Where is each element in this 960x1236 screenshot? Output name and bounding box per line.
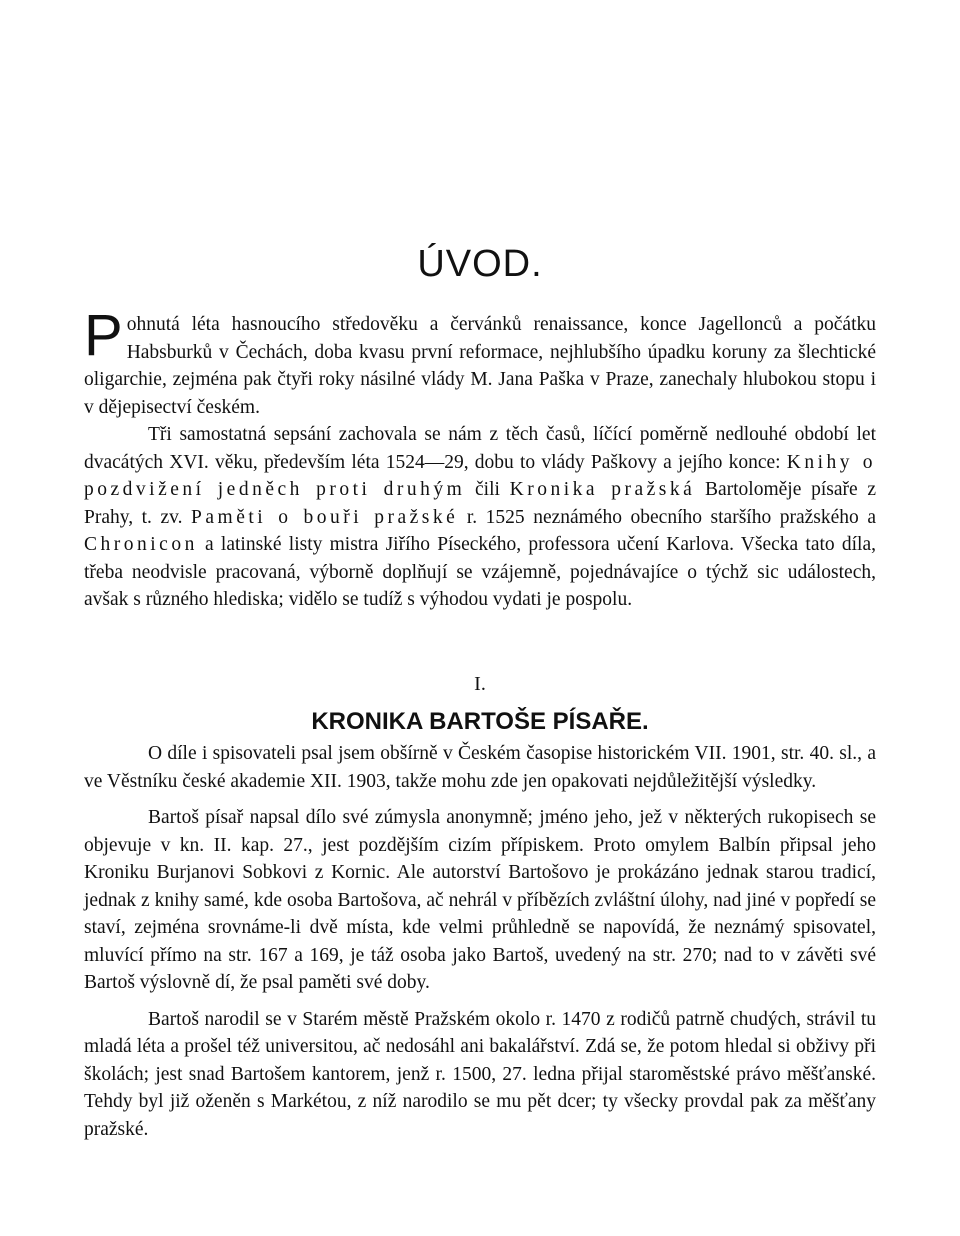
section-body <box>84 740 876 1143</box>
spaced-title-2: Kronika pražská <box>509 479 696 500</box>
spaced-title-3: Paměti o bouři pražské <box>191 506 459 528</box>
text-run: čili <box>465 479 510 500</box>
text-run: Tři samostatná sepsání zachovala se nám z těch časů, líčící poměrně nedlouhé období let dvacátých XVI. věku, především léta 1524—29, dobu to vlády Paškovy a jejího konce: <box>84 424 876 473</box>
intro-paragraph-2 <box>84 421 876 614</box>
section-paragraph-1: O díle i spisovateli psal jsem obšírně v Českém časopise historickém VII. 1901, str. 40. sl., a ve Věstníku české akademie XII. 1903, takže mohu zde jen opakovati nejdůležitější výsledky. <box>84 743 876 792</box>
section-title: KRONIKA BARTOŠE PÍSAŘE. <box>311 708 649 735</box>
section-paragraph-2: Bartoš písař napsal dílo své zúmysla anonymně; jméno jeho, jež v některých rukopisech se objevuje v kn. II. kap. 27., jest pozdějším cizím přípiskem. Proto omylem Balbín připsal jeho Kroniku Burjanovi Sobkovi z Kornic. Ale autorství Bartošovo je prokázáno jednak starou tradicí, jednak z knihy samé, kde osoba Bartošova, ač nehrál v příbězích zvláštní úlohy, nad jiné v popředí se staví, zejména srovnáme-li dvě místa, kde velmi průhledně se napovídá, že neznámý spisovatel, mluvící přímo na str. 167 a 169, je táž osoba jako Bartoš, uvedený na str. 270; nad to v závěti své Bartoš výslovně dí, že psal paměti své doby. <box>84 807 876 993</box>
spaced-title-1: Knihy o pozdvižení jedněch proti druhým <box>84 451 876 500</box>
intro-paragraph-1-text: ohnutá léta hasnoucího středověku a červánků renaissance, konce Jagellonců a počátku Habsburků v Čechách, doba kvasu první reformace, nejhlubšího úpadku koruny za šlechtické oligarchie, zejména pak čtyři roky násilné vlády M. Jana Paška v Praze, zanechaly hlubokou stopu i v dějepisectví českém. <box>84 314 876 418</box>
paragraph-gap <box>84 795 876 804</box>
section-number: I. <box>474 673 486 695</box>
introduction <box>84 303 876 614</box>
document-page <box>84 0 876 1236</box>
text-run: a latinské listy mistra Jiřího Píseckého, professora učení Karlova. Všecka tato díla, třeba neodvisle pracovaná, výborně doplňují se vzájemně, pojednávajíce o týchž sic událostech, avšak s různého hlediska; vidělo se tudíž s výhodou vydati je pospolu. <box>84 534 876 610</box>
intro-paragraph-1 <box>84 303 876 421</box>
text-run: Bartoloměje písaře z Prahy, t. zv. <box>84 479 876 528</box>
spaced-title-4: Chronicon <box>84 534 198 555</box>
page-title: ÚVOD. <box>417 243 543 285</box>
drop-cap: P <box>84 303 123 368</box>
text-run: r. 1525 neznámého obecního staršího pražského a <box>458 506 876 528</box>
paragraph-gap <box>84 997 876 1006</box>
section-paragraph-3: Bartoš narodil se v Starém městě Pražském okolo r. 1470 z rodičů patrně chudých, strávil tu mladá léta a prošel též universitou, ač nedosáhl ani bakalářství. Zdá se, že potom hledal si obživy při školách; jest snad Bartošem kantorem, jenž r. 1500, 27. ledna přijal staroměstské právo měšťanské. Tehdy byl již oženěn s Markétou, z níž narodilo se mu pět dcer; ty všecky provdal pak za měšťany pražské. <box>84 1008 876 1140</box>
